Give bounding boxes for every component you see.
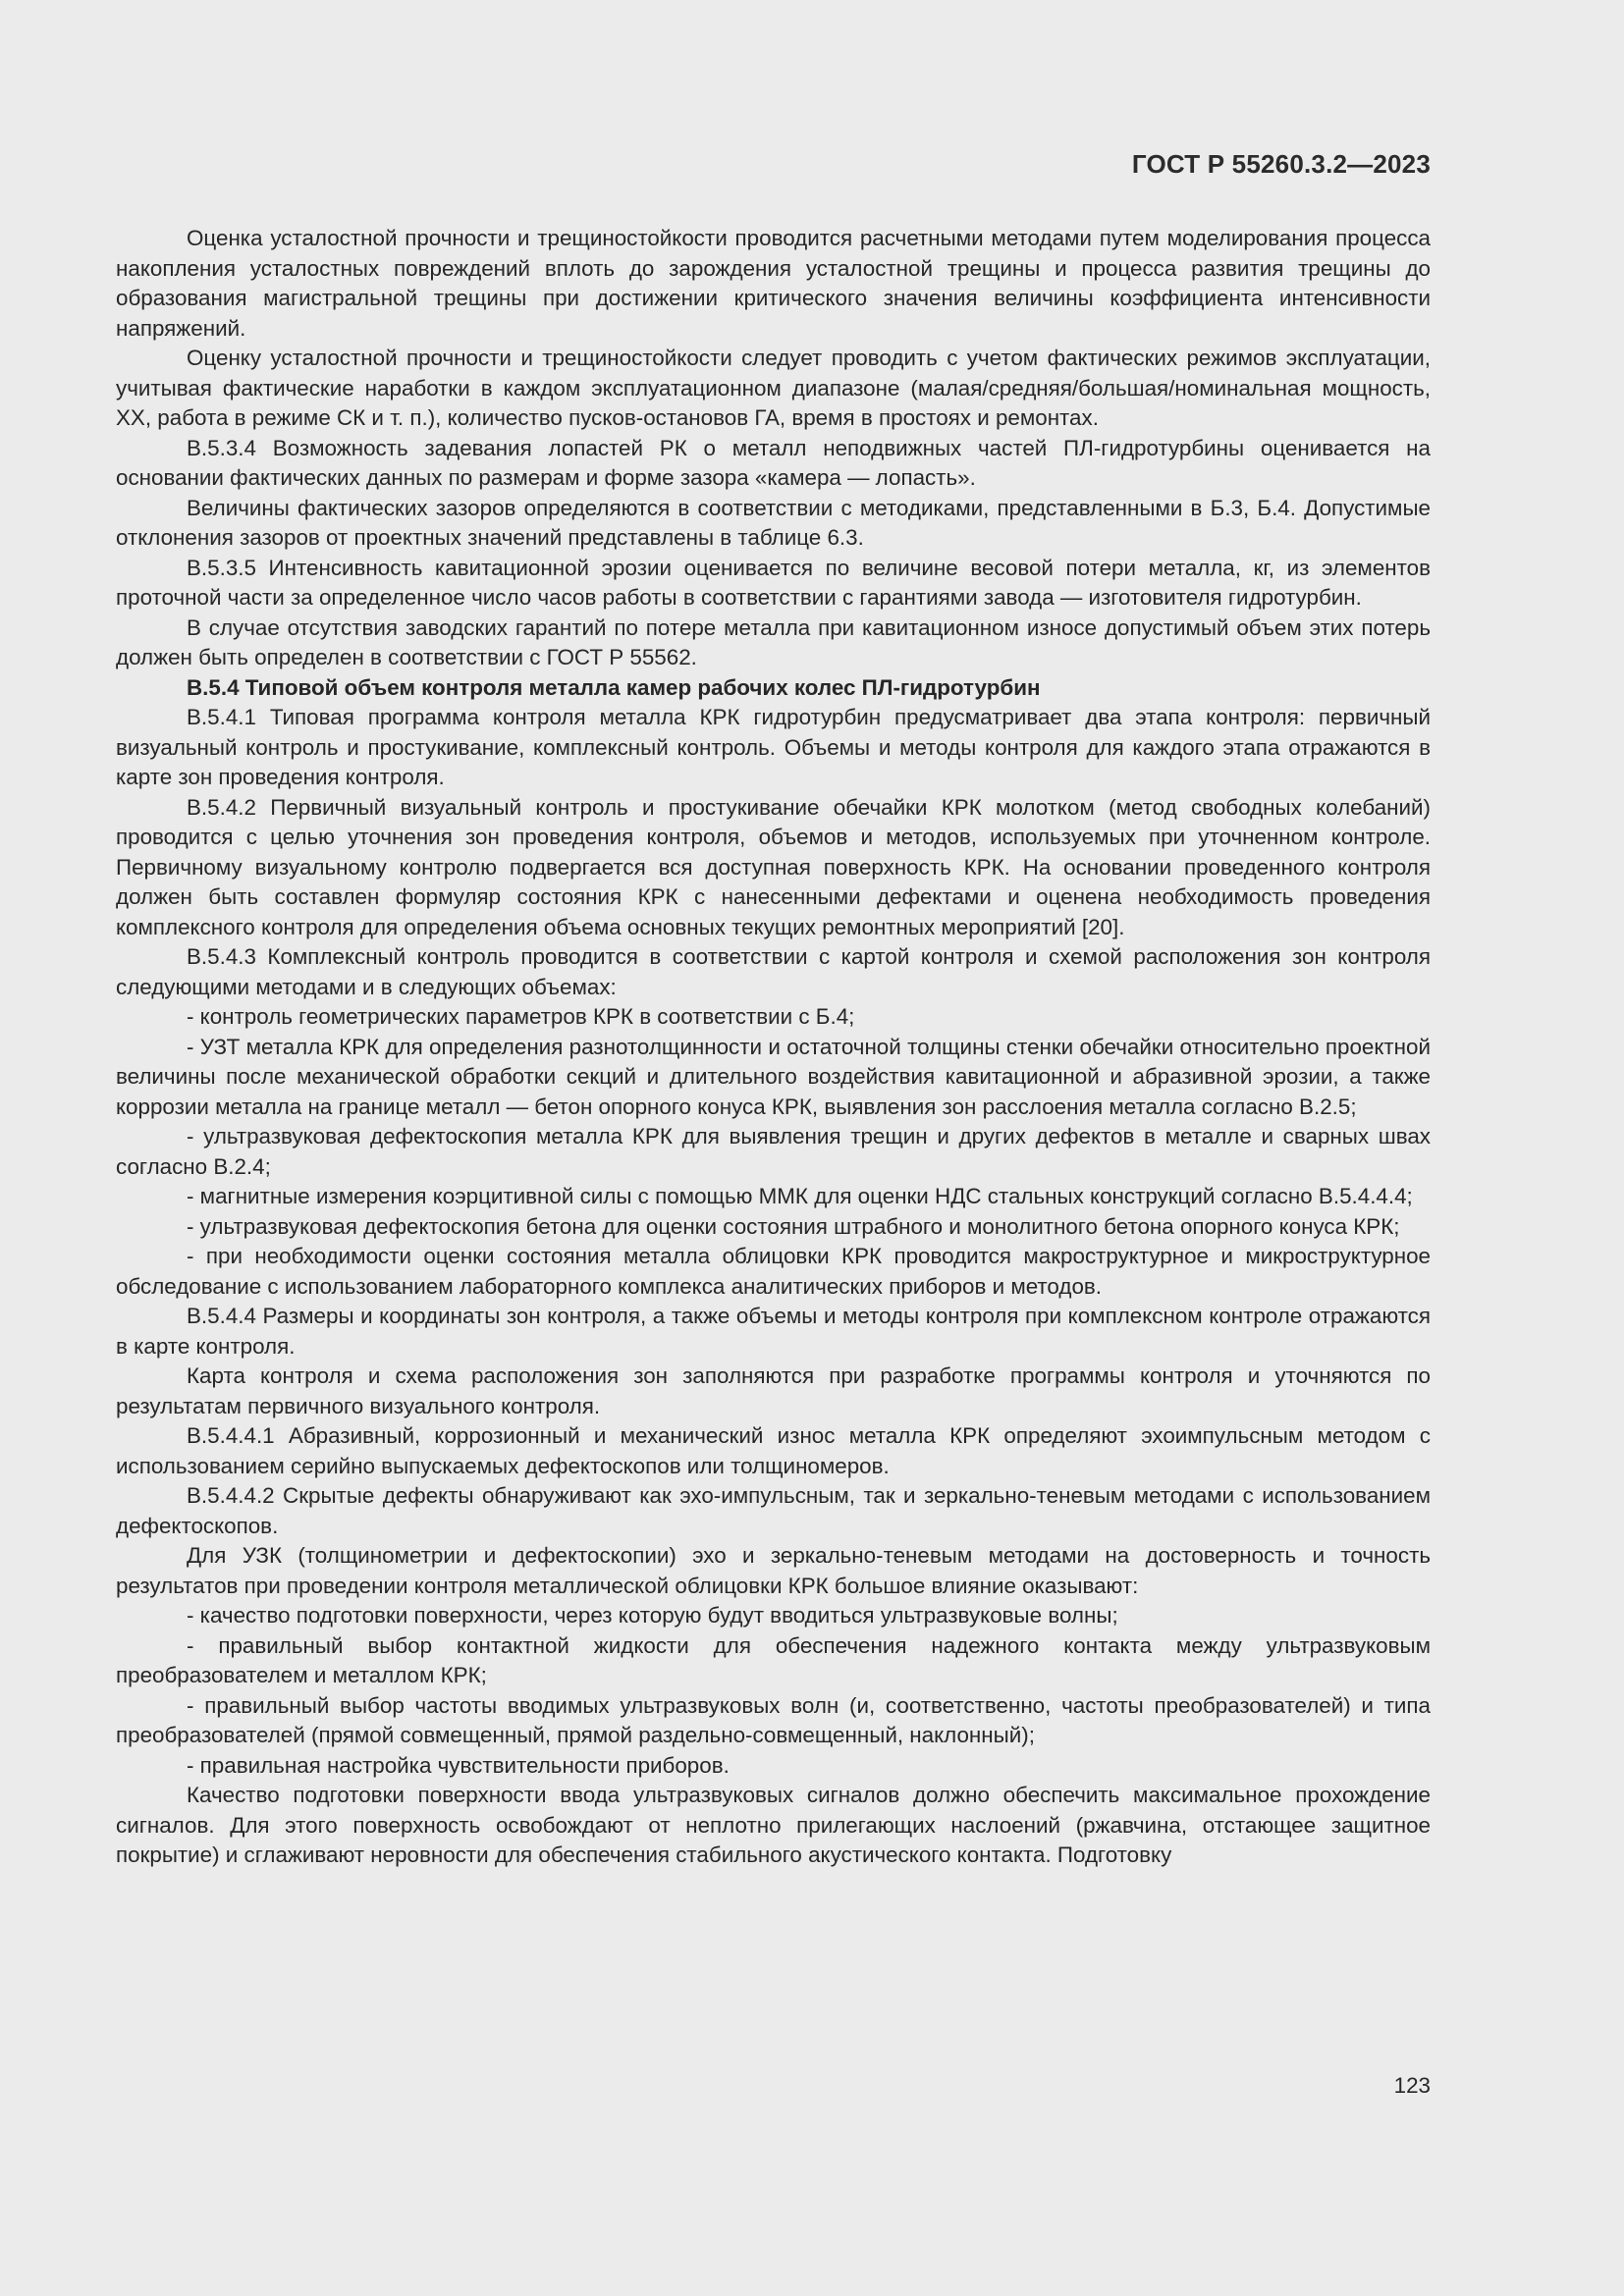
paragraph: Величины фактических зазоров определяются в соответствии с методиками, представленными в Б.3, Б.4. Допустимые отклонения зазоров от проектных значений представлены в таблице 6.3.	[116, 495, 1431, 550]
paragraph: В.5.3.5 Интенсивность кавитационной эрозии оценивается по величине весовой потери металла, кг, из элементов проточной части за определенное число часов работы в соответствии с гарантиями завода — изготовителя гидротурбин.	[116, 555, 1431, 610]
list-item: - контроль геометрических параметров КРК в соответствии с Б.4;	[187, 1004, 855, 1029]
document-body	[116, 224, 1431, 1871]
paragraph: Карта контроля и схема расположения зон заполняются при разработке программы контроля и уточняются по результатам первичного визуального контроля.	[116, 1363, 1431, 1418]
paragraph: В.5.4.3 Комплексный контроль проводится в соответствии с картой контроля и схемой расположения зон контроля следующими методами и в следующих объемах:	[116, 944, 1431, 999]
document-code-header: ГОСТ Р 55260.3.2—2023	[1131, 149, 1431, 179]
list-item: - правильный выбор частоты вводимых ультразвуковых волн (и, соответственно, частоты преобразователей) и типа преобразователей (прямой совмещенный, прямой раздельно-совмещенный, наклонный);	[116, 1692, 1431, 1747]
list-item: - при необходимости оценки состояния металла облицовки КРК проводится макроструктурное и микроструктурное обследование с использованием лабораторного комплекса аналитических приборов и методов.	[116, 1244, 1431, 1299]
paragraph: В.5.4.4.2 Скрытые дефекты обнаруживают как эхо-импульсным, так и зеркально-теневым методами с использованием дефектоскопов.	[116, 1483, 1431, 1538]
paragraph: В случае отсутствия заводских гарантий по потере металла при кавитационном износе допустимый объем этих потерь должен быть определен в соответствии с ГОСТ Р 55562.	[116, 614, 1431, 669]
paragraph: Оценку усталостной прочности и трещиностойкости следует проводить с учетом фактических режимов эксплуатации, учитывая фактические наработки в каждом эксплуатационном диапазоне (малая/средняя/большая/номинальная мощность, ХХ, работа в режиме СК и т. п.), количество пусков-остановов ГА, время в простоях и ремонтах.	[116, 346, 1431, 430]
paragraph: В.5.4.1 Типовая программа контроля металла КРК гидротурбин предусматривает два этапа контроля: первичный визуальный контроль и простукивание, комплексный контроль. Объемы и методы контроля для каждого этапа отражаются в карте зон проведения контроля.	[116, 705, 1431, 789]
list-item: - УЗТ металла КРК для определения разнотолщинности и остаточной толщины стенки обечайки относительно проектной величины после механической обработки секций и длительного воздействия кавитационной и абразивной эрозии, а также коррозии металла на границе металл — бетон опорного конуса КРК, выявления зон расслоения металла согласно В.2.5;	[116, 1034, 1431, 1119]
list-item: - ультразвуковая дефектоскопия бетона для оценки состояния штрабного и монолитного бетона опорного конуса КРК;	[187, 1213, 1400, 1239]
list-item: - правильная настройка чувствительности приборов.	[187, 1752, 730, 1778]
paragraph: Качество подготовки поверхности ввода ультразвуковых сигналов должно обеспечить максимальное прохождение сигналов. Для этого поверхность освобождают от неплотно прилегающих наслоений (ржавчина, отстающее защитное покрытие) и сглаживают неровности для обеспечения стабильного акустического контакта. Подготовку	[116, 1783, 1431, 1867]
paragraph: В.5.4.2 Первичный визуальный контроль и простукивание обечайки КРК молотком (метод свободных колебаний) проводится с целью уточнения зон проведения контроля, объемов и методов, используемых при уточненном контроле. Первичному визуальному контролю подвергается вся доступная поверхность КРК. На основании проведенного контроля должен быть составлен формуляр состояния КРК с нанесенными дефектами и оценена необходимость проведения комплексного контроля для определения объема основных текущих ремонтных мероприятий [20].	[116, 794, 1431, 939]
list-item: - ультразвуковая дефектоскопия металла КРК для выявления трещин и других дефектов в металле и сварных швах согласно В.2.4;	[116, 1124, 1431, 1179]
page-number: 123	[1393, 2073, 1431, 2098]
paragraph: В.5.3.4 Возможность задевания лопастей РК о металл неподвижных частей ПЛ-гидротурбины оценивается на основании фактических данных по размерам и форме зазора «камера — лопасть».	[116, 435, 1431, 490]
list-item: - правильный выбор контактной жидкости для обеспечения надежного контакта между ультразвуковым преобразователем и металлом КРК;	[116, 1632, 1431, 1687]
paragraph: Оценка усталостной прочности и трещиностойкости проводится расчетными методами путем моделирования процесса накопления усталостных повреждений вплоть до зарождения усталостной трещины и процесса развития трещины до образования магистральной трещины при достижении критического значения величины коэффициента интенсивности напряжений.	[116, 226, 1431, 341]
paragraph: В.5.4.4.1 Абразивный, коррозионный и механический износ металла КРК определяют эхоимпульсным методом с использованием серийно выпускаемых дефектоскопов или толщиномеров.	[116, 1423, 1431, 1478]
list-item: - магнитные измерения коэрцитивной силы с помощью ММК для оценки НДС стальных конструкций согласно В.5.4.4.4;	[187, 1184, 1413, 1208]
list-item: - качество подготовки поверхности, через которую будут вводиться ультразвуковые волны;	[187, 1603, 1118, 1628]
section-heading: В.5.4 Типовой объем контроля металла камер рабочих колес ПЛ-гидротурбин	[187, 674, 1041, 700]
paragraph: В.5.4.4 Размеры и координаты зон контроля, а также объемы и методы контроля при комплексном контроле отражаются в карте контроля.	[116, 1304, 1431, 1359]
paragraph: Для УЗК (толщинометрии и дефектоскопии) эхо и зеркально-теневым методами на достоверность и точность результатов при проведении контроля металлической облицовки КРК большое влияние оказывают:	[116, 1543, 1431, 1598]
